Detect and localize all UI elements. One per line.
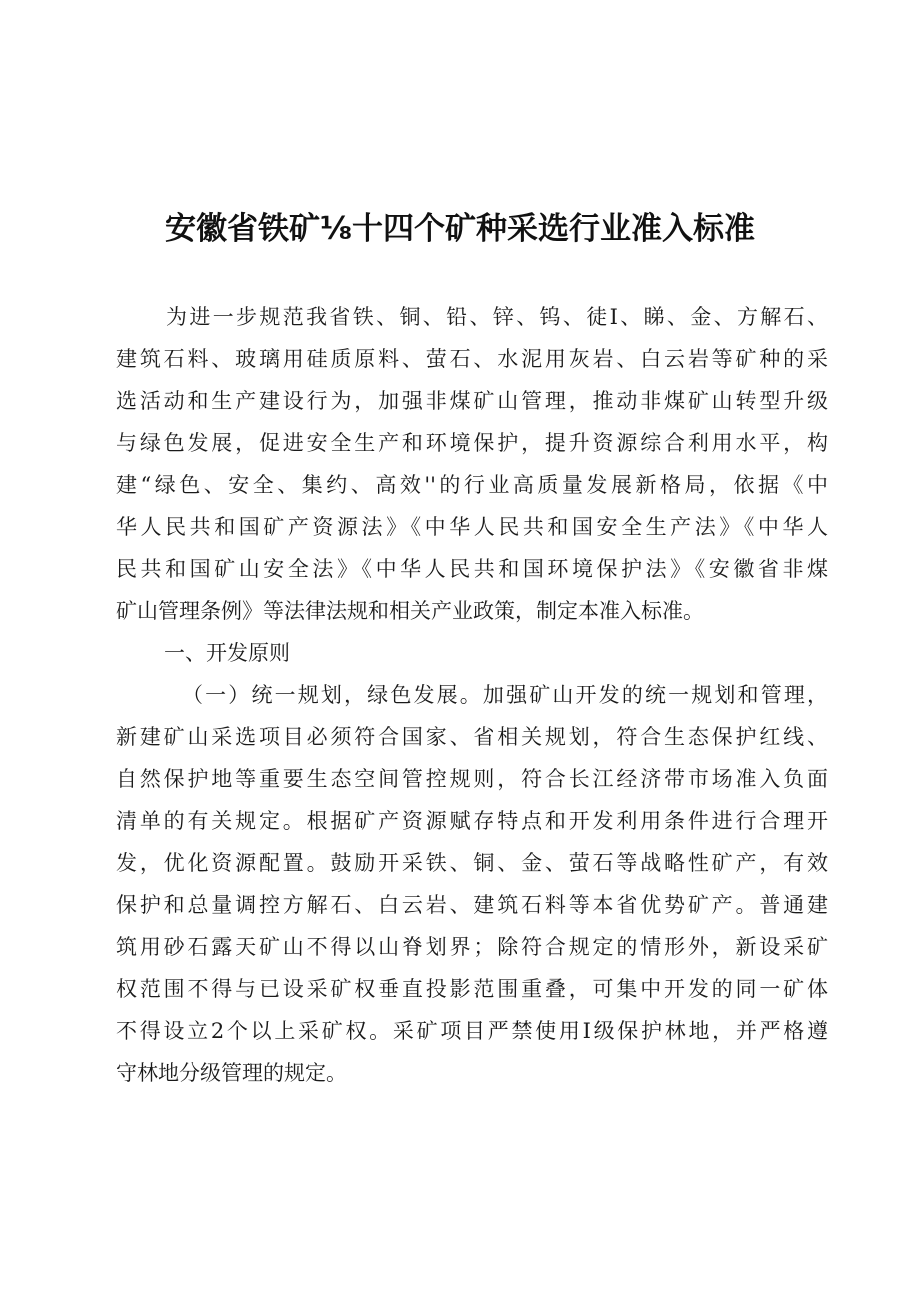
text-line: 华人民共和国矿产资源法》《中华人民共和国安全生产法》《中华人 — [116, 515, 828, 539]
text-line: 建筑石料、玻璃用硅质原料、萤石、水泥用灰岩、白云岩等矿种的采 — [116, 347, 828, 371]
document-body — [116, 296, 828, 1094]
text-line: 守林地分级管理的规定。 — [116, 1061, 347, 1085]
text-line: 选活动和生产建设行为，加强非煤矿山管理，推动非煤矿山转型升级 — [116, 389, 828, 413]
text-line: 自然保护地等重要生态空间管控规则，符合长江经济带市场准入负面 — [116, 767, 828, 791]
section-heading — [116, 632, 828, 674]
text-line: 新建矿山采选项目必须符合国家、省相关规划，符合生态保护红线、 — [116, 725, 828, 749]
text-line: （一）统一规划，绿色发展。加强矿山开发的统一规划和管理， — [182, 683, 828, 707]
text-line: 矿山管理条例》等法律法规和相关产业政策，制定本准入标准。 — [116, 599, 704, 623]
text-line: 建“绿色、安全、集约、高效''的行业高质量发展新格局，依据《中 — [116, 473, 828, 497]
document-title: 安徽省铁矿⅛十四个矿种采选行业准入标准 — [164, 211, 756, 247]
section-heading-text: 一、开发原则 — [164, 641, 290, 665]
text-line: 为进一步规范我省铁、铜、铅、锌、钨、徒I、睇、金、方解石、 — [166, 305, 828, 329]
text-line: 与绿色发展，促进安全生产和环境保护，提升资源综合利用水平，构 — [116, 431, 828, 455]
text-line: 发，优化资源配置。鼓励开采铁、铜、金、萤石等战略性矿产，有效 — [116, 851, 828, 875]
text-line: 权范围不得与已设采矿权垂直投影范围重叠，可集中开发的同一矿体 — [116, 977, 828, 1001]
text-line: 保护和总量调控方解石、白云岩、建筑石料等本省优势矿产。普通建 — [116, 893, 828, 917]
subsection-paragraph — [116, 674, 828, 1094]
text-line: 不得设立2个以上采矿权。采矿项目严禁使用I级保护林地，并严格遵 — [116, 1019, 828, 1043]
text-line: 民共和国矿山安全法》《中华人民共和国环境保护法》《安徽省非煤 — [116, 557, 828, 581]
text-line: 筑用砂石露天矿山不得以山脊划界；除符合规定的情形外，新设采矿 — [116, 935, 828, 959]
intro-paragraph — [116, 296, 828, 632]
text-line: 清单的有关规定。根据矿产资源赋存特点和开发利用条件进行合理开 — [116, 809, 828, 833]
